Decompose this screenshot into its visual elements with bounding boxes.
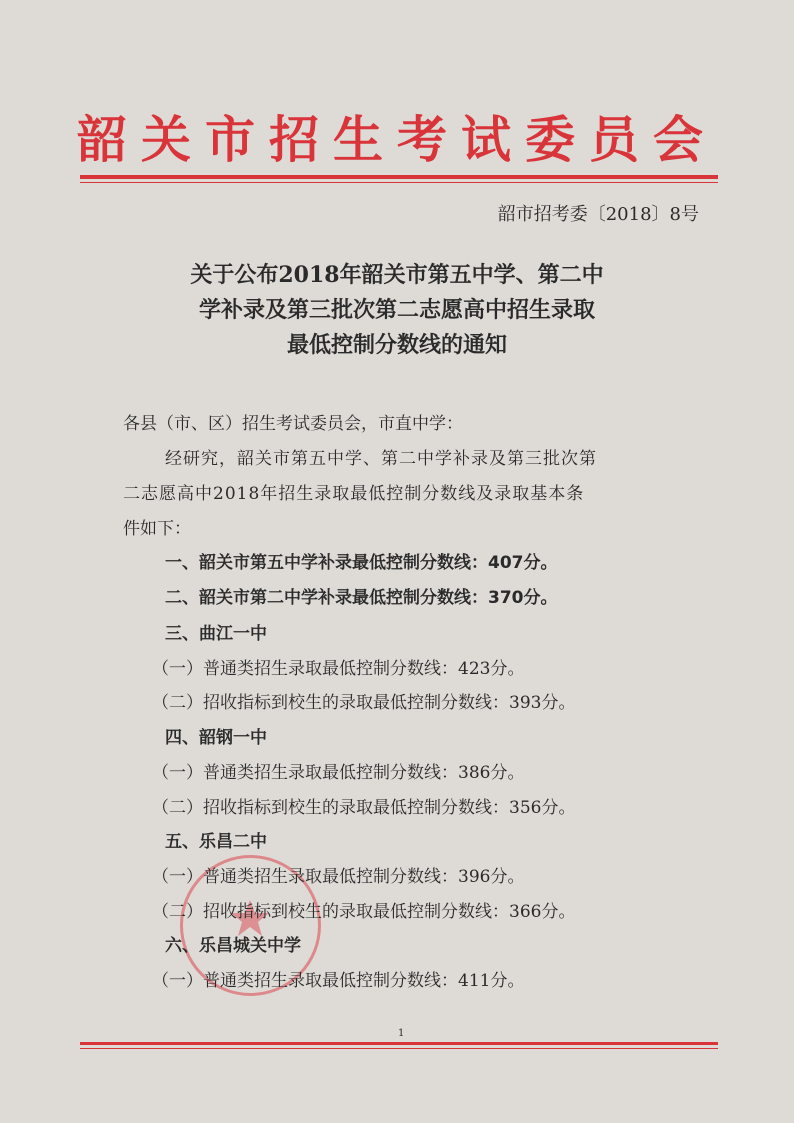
- score-item: 二、韶关市第二中学补录最低控制分数线：370分。: [165, 588, 558, 608]
- footer-rule-thin: [80, 1048, 718, 1049]
- score-item: （二）招收指标到校生的录取最低控制分数线：366分。: [152, 902, 576, 922]
- intro-line: 经研究，韶关市第五中学、第二中学补录及第三批次第: [165, 449, 597, 469]
- issuing-org-header: 韶关市招生考试委员会: [77, 112, 717, 168]
- score-item: （二）招收指标到校生的录取最低控制分数线：356分。: [152, 798, 576, 818]
- salutation: 各县（市、区）招生考试委员会，市直中学：: [123, 414, 463, 434]
- score-item: （一）普通类招生录取最低控制分数线：396分。: [152, 867, 525, 887]
- page-number: 1: [398, 1028, 405, 1039]
- intro-line: 件如下：: [123, 519, 191, 539]
- score-item: 三、曲江一中: [165, 624, 267, 644]
- title-line: 学补录及第三批次第二志愿高中招生录取: [198, 297, 595, 323]
- score-item: （一）普通类招生录取最低控制分数线：423分。: [152, 659, 525, 679]
- title-line: 关于公布2018年韶关市第五中学、第二中: [190, 262, 604, 288]
- score-item: 四、韶钢一中: [165, 728, 267, 748]
- score-item: （一）普通类招生录取最低控制分数线：386分。: [152, 763, 525, 783]
- score-item: 六、乐昌城关中学: [165, 936, 301, 956]
- score-item: （二）招收指标到校生的录取最低控制分数线：393分。: [152, 693, 576, 713]
- header-rule-thin: [80, 182, 718, 183]
- intro-line: 二志愿高中2018年招生录取最低控制分数线及录取基本条: [123, 484, 585, 504]
- score-item: （一）普通类招生录取最低控制分数线：411分。: [152, 971, 525, 991]
- document-number: 韶市招考委〔2018〕8号: [497, 204, 699, 225]
- header-rule-thick: [80, 175, 718, 179]
- score-item: 一、韶关市第五中学补录最低控制分数线：407分。: [165, 553, 558, 573]
- notice-title: [0, 258, 794, 363]
- score-item: 五、乐昌二中: [165, 832, 267, 852]
- footer-rule-thick: [80, 1042, 718, 1045]
- title-line: 最低控制分数线的通知: [286, 332, 507, 358]
